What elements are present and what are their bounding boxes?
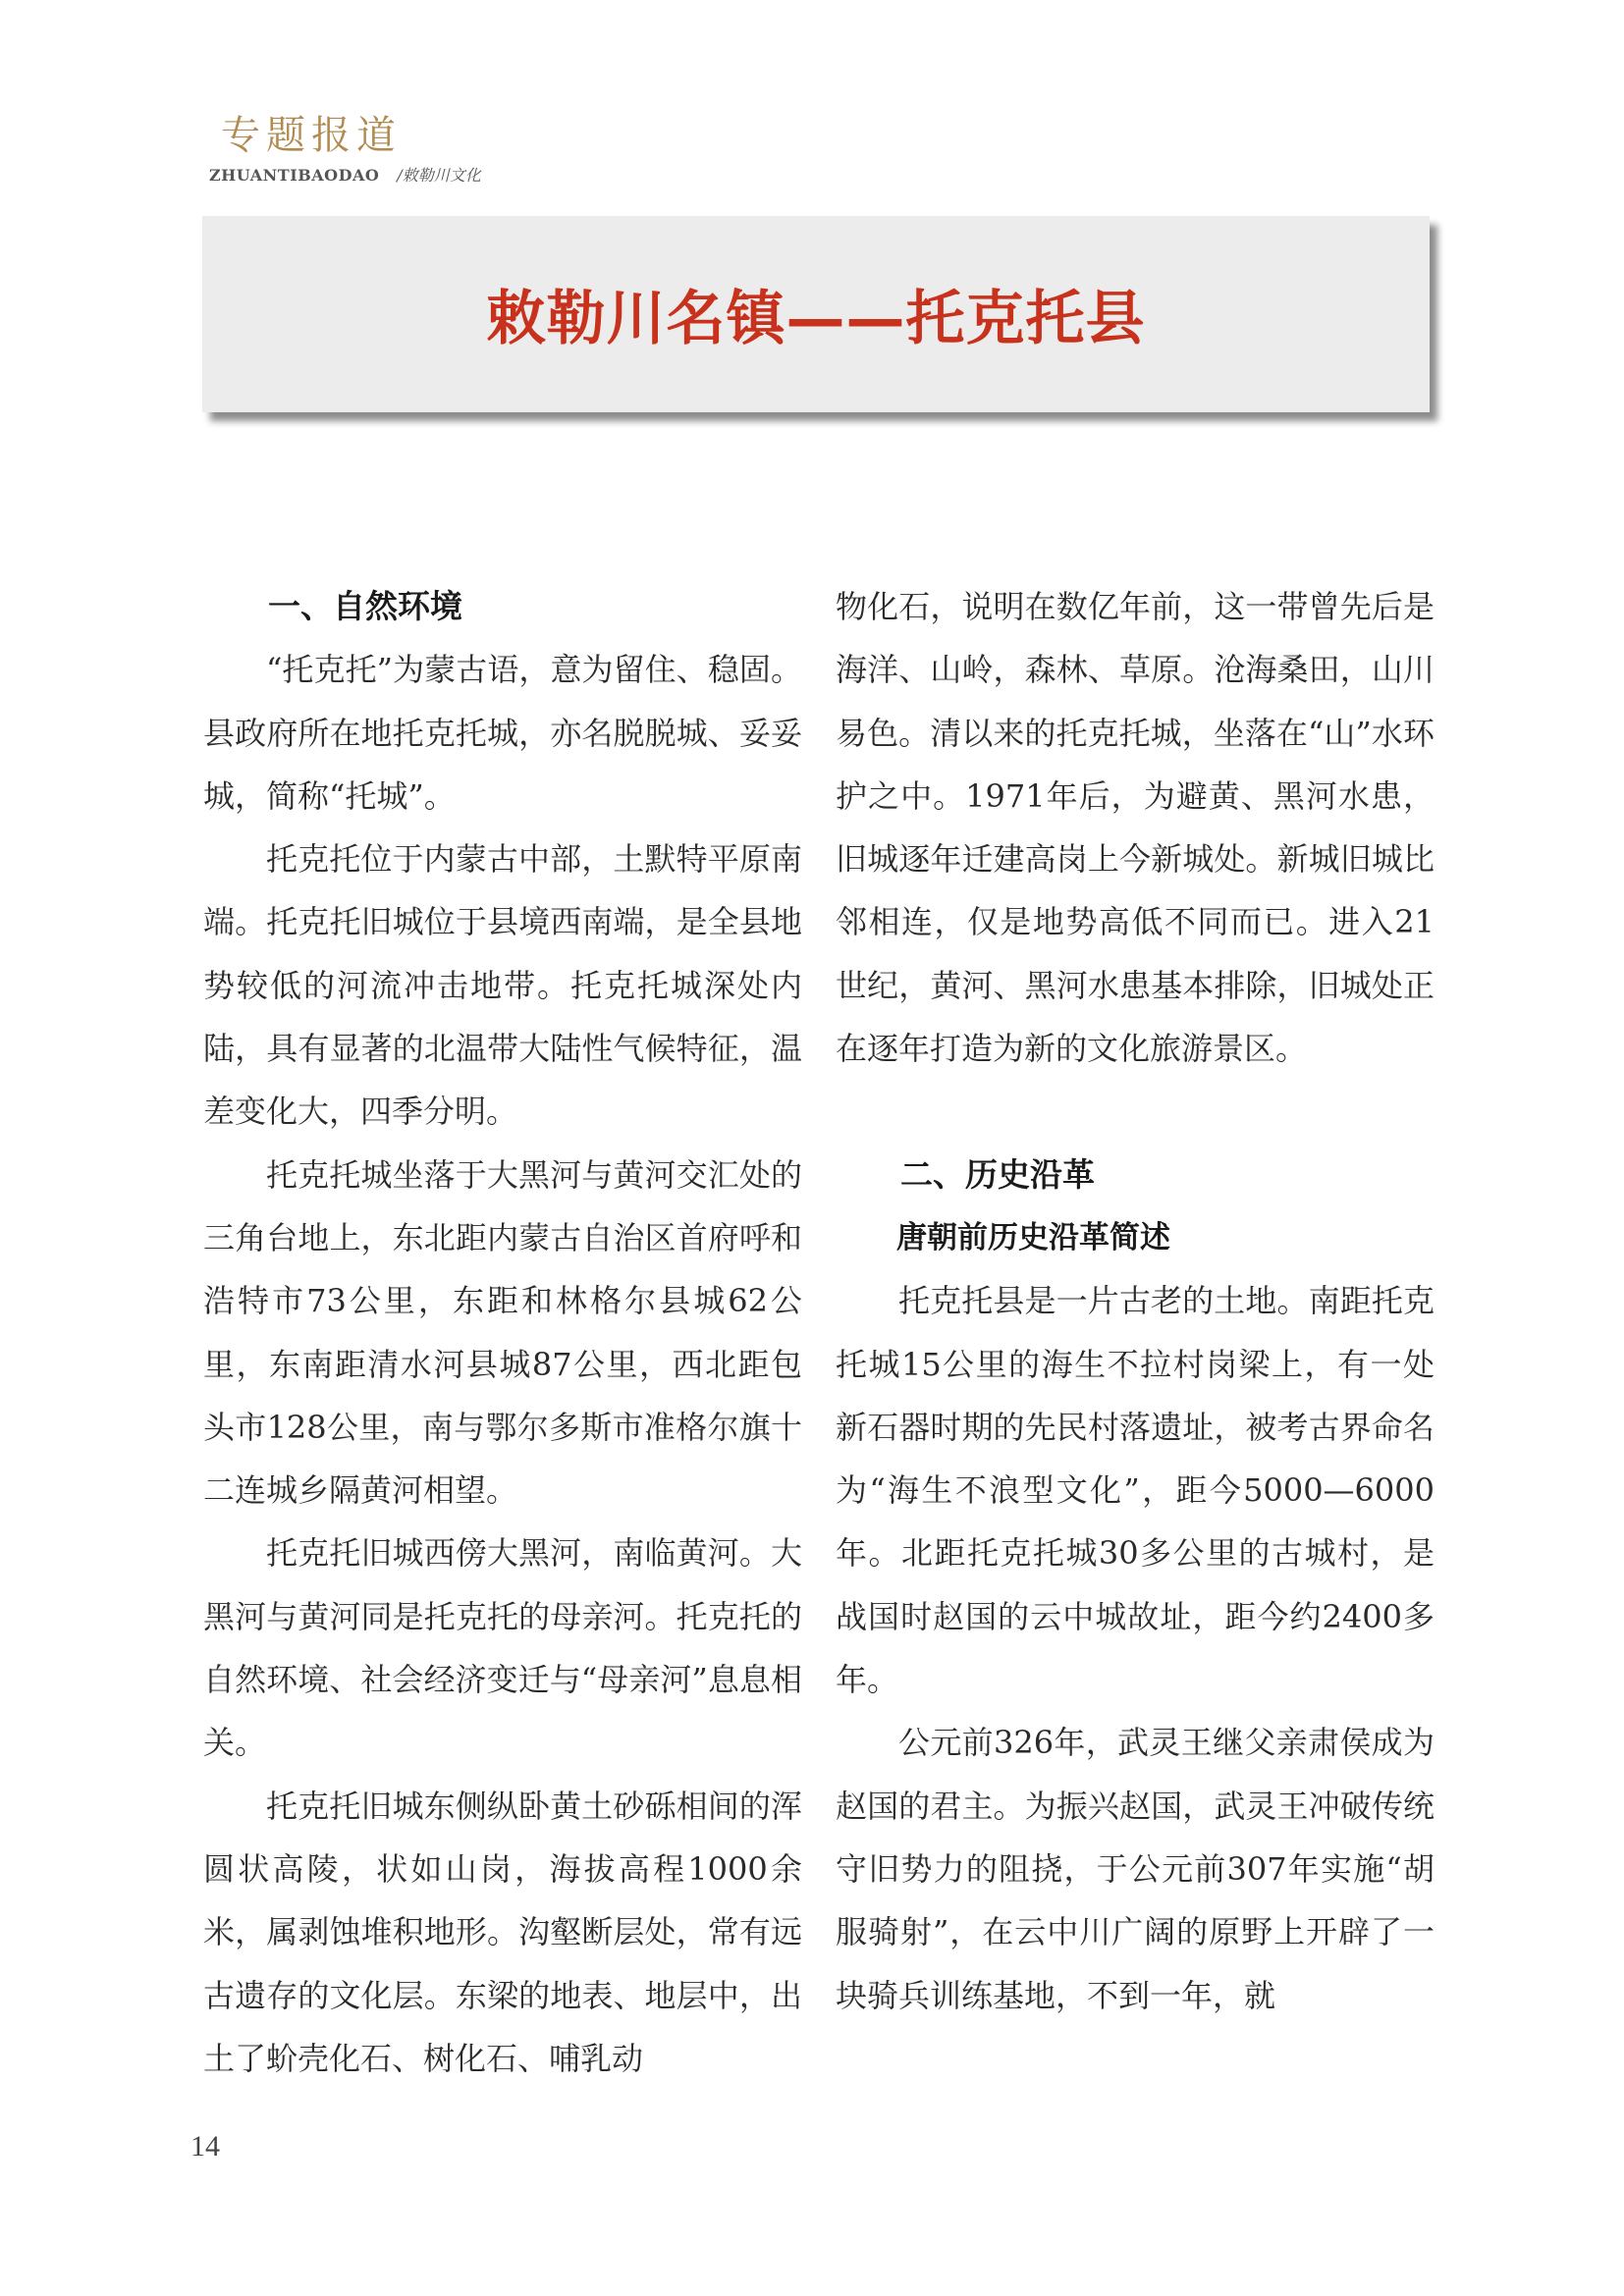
heading-natural-environment: 一、自然环境: [268, 587, 462, 625]
subheading-pre-tang: 唐朝前历史沿革简述: [896, 1219, 1170, 1255]
paragraph: 托克托旧城东侧纵卧黄土砂砾相间的浑圆状高陵，状如山岗，海拔高程1000余米，属剥蚀堆积地形。沟壑断层处，常有远古遗存的文化层。东梁的地表、地层中，出土了蚧壳化石、树化石、哺乳动: [203, 1787, 802, 2077]
section-subtitle: [209, 168, 481, 184]
page-number: 14: [190, 2130, 220, 2163]
paragraph-continuation: 物化石，说明在数亿年前，这一带曾先后是海洋、山岭，森林、草原。沧海桑田，山川易色。清以来的托克托城，坐落在“山”水环护之中。1971年后，为避黄、黑河水患，旧城逐年迁建高岗上今新城处。新城旧城比邻相连，仅是地势高低不同而已。进入21世纪，黄河、黑河水患基本排除，旧城处正在逐年打造为新的文化旅游景区。: [836, 588, 1435, 1068]
paragraph: 托克托城坐落于大黑河与黄河交汇处的三角台地上，东北距内蒙古自治区首府呼和浩特市73公里，东距和林格尔县城62公里，东南距清水河县城87公里，西北距包头市128公里，南与鄂尔多斯市准格尔旗十二连城乡隔黄河相望。: [203, 1155, 802, 1510]
section-pinyin: ZHUANTIBAODAO: [209, 166, 380, 185]
right-column: [836, 575, 1435, 2027]
paragraph: 托克托旧城西傍大黑河，南临黄河。大黑河与黄河同是托克托的母亲河。托克托的自然环境、社会经济变迁与“母亲河”息息相关。: [203, 1534, 802, 1762]
article-title-banner: [202, 216, 1430, 412]
article-title: 敕勒川名镇——托克托县: [486, 285, 1146, 353]
left-column: [203, 575, 802, 2090]
section-topic: /敕勒川文化: [397, 166, 481, 185]
paragraph: 托克托位于内蒙古中部，土默特平原南端。托克托旧城位于县境西南端，是全县地势较低的河流冲击地带。托克托城深处内陆，具有显著的北温带大陆性气候特征，温差变化大，四季分明。: [203, 840, 802, 1131]
heading-history: 二、历史沿革: [900, 1154, 1095, 1194]
paragraph: “托克托”为蒙古语，意为留住、稳固。县政府所在地托克托城，亦名脱脱城、妥妥城，简称“托城”。: [203, 651, 802, 815]
spacer: [836, 1080, 1435, 1143]
paragraph: 托克托县是一片古老的土地。南距托克托城15公里的海生不拉村岗梁上，有一处新石器时期的先民村落遗址，被考古界命名为“海生不浪型文化”，距今5000—6000年。北距托克托城30多公里的古城村，是战国时赵国的云中城故址，距今约2400多年。: [836, 1282, 1435, 1699]
section-title-cn: 专题报道: [221, 113, 402, 158]
paragraph: 公元前326年，武灵王继父亲肃侯成为赵国的君主。为振兴赵国，武灵王冲破传统守旧势力的阻挠，于公元前307年实施“胡服骑射”，在云中川广阔的原野上开辟了一块骑兵训练基地，不到一年，就: [836, 1724, 1435, 2014]
